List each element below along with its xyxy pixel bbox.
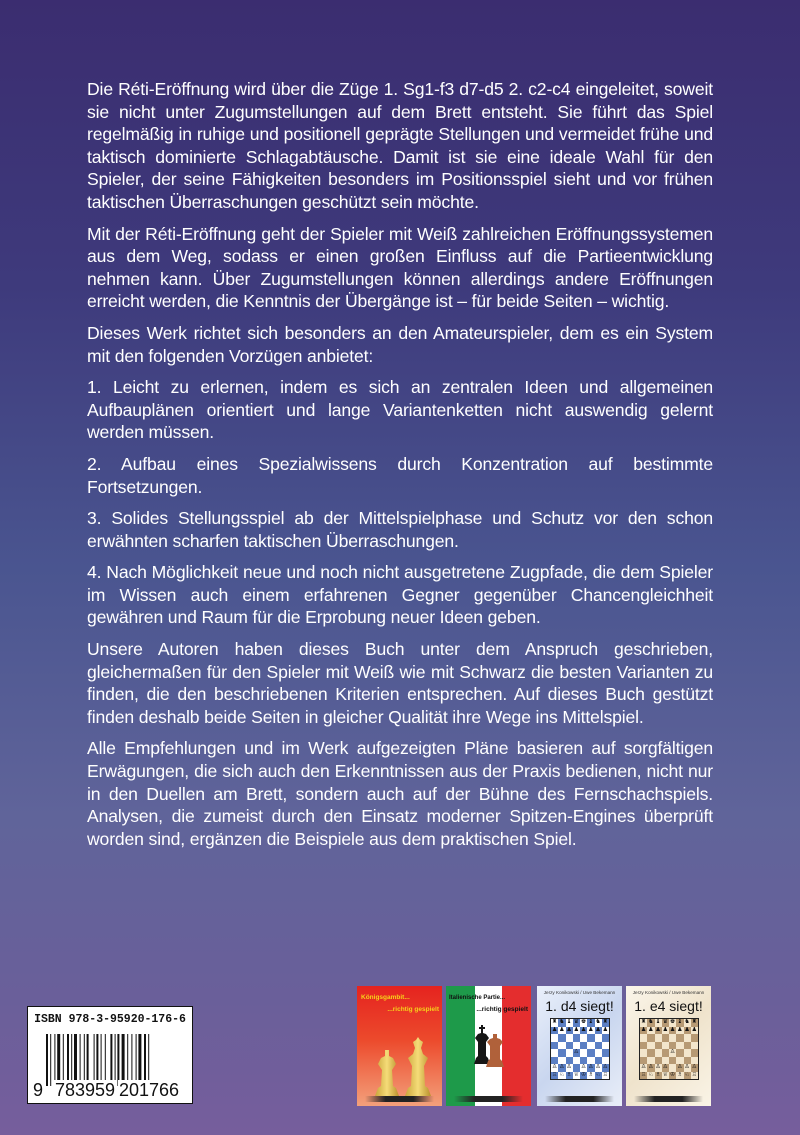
book-title-line1: Königsgambit... <box>361 994 410 1001</box>
board-square: ♟ <box>648 1026 654 1033</box>
barcode-bar <box>117 1034 119 1086</box>
board-square <box>580 1049 587 1057</box>
board-square: ♙ <box>580 1064 587 1070</box>
board-square <box>566 1049 573 1057</box>
board-square <box>662 1034 669 1042</box>
board-square: ♙ <box>669 1049 676 1055</box>
paragraph-advantage-4: 4. Nach Möglichkeit neue und noch nicht ausgetretene Zugpfade, die dem Spieler im Wissen auch einem erfahrenen Gegner gegenüber Chancengleichheit gewähren und Raum für die Erprobung neuer Ideen geben. <box>87 562 713 628</box>
board-square <box>595 1057 602 1065</box>
board-square <box>587 1049 594 1057</box>
board-square <box>691 1057 698 1065</box>
board-square: ♔ <box>580 1071 587 1078</box>
barcode-bar <box>110 1034 112 1086</box>
book-authors: Jerzy Konikowski / Uwe Bekemann <box>632 990 705 995</box>
barcode-bar <box>127 1034 128 1086</box>
barcode-bar <box>131 1034 132 1086</box>
board-square: ♗ <box>677 1071 683 1078</box>
board-square: ♜ <box>551 1019 558 1025</box>
board-square: ♝ <box>566 1019 572 1025</box>
board-square <box>676 1042 683 1050</box>
board-square: ♞ <box>648 1019 654 1025</box>
board-square: ♟ <box>580 1026 587 1033</box>
board-square: ♟ <box>669 1026 676 1033</box>
barcode-bar <box>71 1034 72 1086</box>
barcode-digits-right: 201766 <box>119 1080 180 1100</box>
paragraph-advantage-3: 3. Solides Stellungsspiel ab der Mittelspielphase und Schutz vor den schon erwähnten scharfen taktischen Überraschungen. <box>87 508 713 551</box>
board-square <box>669 1064 676 1072</box>
board-square: ♙ <box>573 1049 580 1055</box>
board-square <box>647 1057 654 1065</box>
board-square: ♗ <box>566 1071 572 1078</box>
board-square <box>662 1042 669 1050</box>
board-square <box>669 1042 676 1050</box>
board-square: ♘ <box>684 1071 690 1078</box>
barcode-bars <box>46 1034 186 1086</box>
board-square <box>573 1042 580 1050</box>
barcode-bar <box>148 1034 149 1086</box>
board-square: ♟ <box>662 1026 669 1033</box>
board-square <box>558 1042 565 1050</box>
book-authors: Jerzy Konikowski / Uwe Bekemann <box>543 990 616 995</box>
barcode-digits-left: 783959 <box>55 1080 116 1100</box>
paragraph-audience: Dieses Werk richtet sich besonders an den Amateurspieler, dem es ein System mit den folgenden Vorzügen anbietet: <box>87 322 713 366</box>
board-square: ♞ <box>559 1019 565 1025</box>
board-square <box>595 1049 602 1057</box>
board-square <box>662 1057 669 1065</box>
barcode-bar <box>105 1034 106 1086</box>
board-square <box>684 1057 691 1065</box>
board-square <box>684 1049 691 1057</box>
board-square: ♝ <box>655 1019 661 1025</box>
barcode-bar <box>101 1034 102 1086</box>
board-square <box>573 1034 580 1042</box>
board-square: ♙ <box>566 1064 572 1070</box>
isbn-label: ISBN 978-3-95920-176-6 <box>34 1013 186 1026</box>
board-square: ♟ <box>677 1026 683 1033</box>
board-square: ♟ <box>551 1026 558 1033</box>
board-square: ♚ <box>669 1019 676 1025</box>
board-square: ♝ <box>677 1019 683 1025</box>
board-square <box>691 1049 698 1057</box>
barcode-bar <box>46 1034 48 1086</box>
barcode-bar <box>50 1034 51 1086</box>
barcode-bar <box>54 1034 55 1086</box>
board-square <box>684 1034 691 1042</box>
board-square <box>551 1049 558 1057</box>
board-square: ♖ <box>602 1071 609 1078</box>
board-square: ♟ <box>566 1026 572 1033</box>
publisher-bar <box>365 1096 434 1102</box>
board-square <box>684 1042 691 1050</box>
book-title-line2: ...richtig gespielt <box>476 1006 528 1013</box>
board-square: ♙ <box>559 1064 565 1070</box>
book-title: 1. d4 siegt! <box>545 998 614 1014</box>
paragraph-advantage-1: 1. Leicht zu erlernen, indem es sich an zentralen Ideen und allgemeinen Aufbauplänen orientiert und lange Variantenketten nicht auswendig gelernt werden müssen. <box>87 377 713 443</box>
board-square <box>566 1034 573 1042</box>
board-square: ♙ <box>588 1064 594 1070</box>
book-title-line1: Italienische Partie... <box>449 995 506 1001</box>
board-square: ♟ <box>573 1026 580 1033</box>
board-square <box>691 1042 698 1050</box>
barcode-bar <box>87 1034 89 1086</box>
board-square: ♗ <box>655 1071 661 1078</box>
board-square <box>587 1042 594 1050</box>
board-square <box>551 1042 558 1050</box>
board-square <box>587 1034 594 1042</box>
board-square <box>662 1049 669 1057</box>
board-square <box>647 1042 654 1050</box>
board-square: ♞ <box>595 1019 601 1025</box>
publisher-bar <box>634 1096 703 1102</box>
barcode-bar <box>138 1034 141 1086</box>
board-square: ♟ <box>602 1026 609 1033</box>
board-square <box>640 1042 647 1050</box>
board-square: ♜ <box>640 1019 647 1025</box>
board-square <box>676 1057 683 1065</box>
board-square: ♖ <box>551 1071 558 1078</box>
board-square: ♘ <box>595 1071 601 1078</box>
board-square: ♛ <box>573 1019 580 1025</box>
board-square <box>573 1057 580 1065</box>
book-cover-d4-siegt <box>537 986 622 1106</box>
board-square <box>566 1057 573 1065</box>
board-square: ♖ <box>640 1071 647 1078</box>
book-title-line2: ...richtig gespielt <box>387 1006 439 1013</box>
barcode-bar <box>94 1034 95 1086</box>
board-square <box>580 1057 587 1065</box>
board-square: ♕ <box>573 1071 580 1078</box>
board-square: ♙ <box>648 1064 654 1070</box>
barcode-bar <box>136 1034 137 1086</box>
paragraph-advantage-2: 2. Aufbau eines Spezialwissens durch Konzentration auf bestimmte Fortsetzungen. <box>87 453 713 497</box>
board-square: ♕ <box>662 1071 669 1078</box>
board-square <box>647 1034 654 1042</box>
board-square <box>580 1042 587 1050</box>
board-square: ♗ <box>588 1071 594 1078</box>
barcode-bar <box>57 1034 60 1086</box>
paragraph-white-systems: Mit der Réti-Eröffnung geht der Spieler mit Weiß zahlreichen Eröffnungssystemen aus dem Weg, sodass er einen großen Einfluss auf die Partieentwicklung nehmen kann. Über Zugumstellungen können allerdings andere Eröffnungen erreicht werden, die Kenntnis der Übergänge ist – für beide Seiten – wichtig. <box>87 223 713 312</box>
board-square <box>602 1049 609 1057</box>
chessboard-diagram <box>550 1018 610 1080</box>
board-square: ♙ <box>595 1064 601 1070</box>
chessboard-diagram <box>639 1018 699 1080</box>
book-title: 1. e4 siegt! <box>634 998 703 1014</box>
paragraph-recommendations: Alle Empfehlungen und im Werk aufgezeigten Pläne basieren auf sorgfältigen Erwägungen, die sich auch den Erkenntnissen aus der Praxis bedienen, nicht nur in den Duellen am Brett, sondern auch auf der Bühne des Fernschachspiels. Analysen, die zumeist durch den Einsatz moderner Spitzen-Engines überprüft worden sind, ergänzen die Beispiele aus dem praktischen Spiel. <box>87 738 713 849</box>
barcode-bar <box>80 1034 81 1086</box>
board-square <box>558 1057 565 1065</box>
barcode-digit-first: 9 <box>33 1080 44 1100</box>
board-square <box>655 1042 662 1050</box>
isbn-barcode <box>27 1006 193 1104</box>
board-square: ♙ <box>640 1064 647 1070</box>
board-square: ♙ <box>662 1064 669 1070</box>
back-cover-text <box>87 78 713 859</box>
board-square <box>655 1049 662 1057</box>
barcode-bar <box>144 1034 146 1086</box>
board-square <box>669 1034 676 1042</box>
board-square: ♚ <box>580 1019 587 1025</box>
barcode-bar <box>84 1034 85 1086</box>
board-square: ♙ <box>684 1064 690 1070</box>
board-square: ♞ <box>684 1019 690 1025</box>
board-square: ♟ <box>691 1026 698 1033</box>
barcode-bar <box>115 1034 116 1086</box>
board-square <box>558 1049 565 1057</box>
board-square <box>573 1064 580 1072</box>
board-square <box>602 1034 609 1042</box>
board-square <box>595 1034 602 1042</box>
board-square <box>655 1057 662 1065</box>
board-square: ♟ <box>559 1026 565 1033</box>
paragraph-authors: Unsere Autoren haben dieses Buch unter dem Anspruch geschrieben, gleichermaßen für den Spieler mit Weiß wie mit Schwarz die besten Varianten zu finden, die den beschriebenen Kriterien entsprechen. Auf dieses Buch gestützt finden deshalb beide Seiten in gleicher Qualität ihre Wege ins Mittelspiel. <box>87 639 713 727</box>
board-square: ♘ <box>559 1071 565 1078</box>
board-square: ♟ <box>595 1026 601 1033</box>
board-square: ♛ <box>662 1019 669 1025</box>
publisher-bar <box>545 1096 614 1102</box>
board-square: ♟ <box>655 1026 661 1033</box>
board-square: ♟ <box>588 1026 594 1033</box>
book-cover-italienische-partie <box>446 986 531 1106</box>
board-square: ♝ <box>588 1019 594 1025</box>
board-square <box>595 1042 602 1050</box>
board-square <box>640 1057 647 1065</box>
board-square <box>676 1049 683 1057</box>
board-square: ♙ <box>691 1064 698 1070</box>
board-square <box>640 1034 647 1042</box>
board-square <box>647 1049 654 1057</box>
board-square: ♔ <box>669 1071 676 1078</box>
board-square <box>587 1057 594 1065</box>
chess-kings-image <box>365 1036 437 1098</box>
board-square <box>551 1057 558 1065</box>
barcode-bar <box>63 1034 64 1086</box>
paragraph-intro: Die Réti-Eröffnung wird über die Züge 1. Sg1-f3 d7-d5 2. c2-c4 eingeleitet, soweit sie nicht unter Zugumstellungen auf dem Brett entsteht. Sie führt das Spiel regelmäßig in ruhige und positionell geprägte Stellungen und vermeidet frühe und taktisch dominierte Schlagabtäusche. Damit ist sie eine ideale Wahl für den Spieler, der seine Fähigkeiten besonders im Positionsspiel sieht und vor frühen taktischen Überraschungen geschützt sein möchte. <box>87 79 713 212</box>
barcode-digits <box>32 1080 188 1100</box>
board-square <box>691 1034 698 1042</box>
board-square <box>655 1034 662 1042</box>
board-square <box>676 1034 683 1042</box>
board-square: ♙ <box>677 1064 683 1070</box>
board-square <box>580 1034 587 1042</box>
board-square <box>551 1034 558 1042</box>
barcode-bar <box>74 1034 77 1086</box>
board-square <box>602 1057 609 1065</box>
board-square <box>602 1042 609 1050</box>
board-square: ♙ <box>655 1064 661 1070</box>
board-square: ♜ <box>602 1019 609 1025</box>
board-square: ♖ <box>691 1071 698 1078</box>
board-square <box>558 1034 565 1042</box>
board-square: ♜ <box>691 1019 698 1025</box>
publisher-bar <box>454 1096 523 1102</box>
barcode-bar <box>96 1034 98 1086</box>
barcode-bar <box>67 1034 69 1086</box>
board-square <box>640 1049 647 1057</box>
book-cover-e4-siegt <box>626 986 711 1106</box>
board-square: ♟ <box>640 1026 647 1033</box>
chess-kings-image <box>472 1024 506 1068</box>
board-square: ♘ <box>648 1071 654 1078</box>
board-square: ♟ <box>684 1026 690 1033</box>
book-cover-koenigsgambit <box>357 986 442 1106</box>
board-square: ♙ <box>602 1064 609 1070</box>
board-square: ♙ <box>551 1064 558 1070</box>
board-square <box>669 1057 676 1065</box>
board-square <box>566 1042 573 1050</box>
barcode-bar <box>122 1034 125 1086</box>
